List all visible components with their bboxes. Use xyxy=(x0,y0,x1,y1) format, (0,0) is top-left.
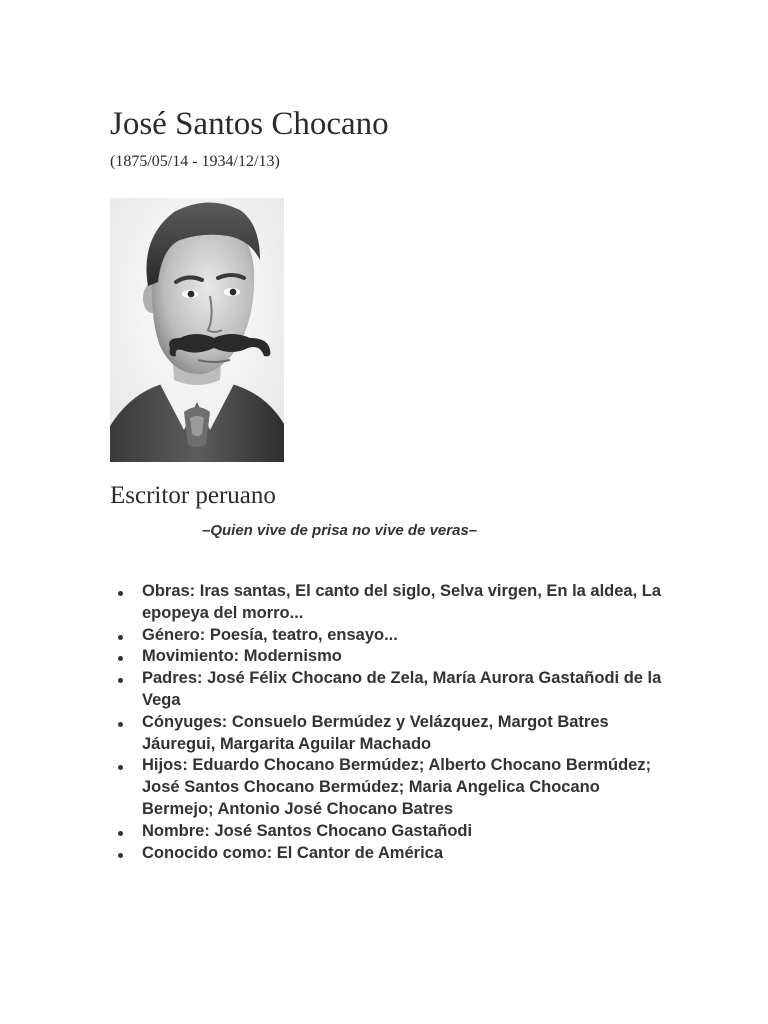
bullet-icon xyxy=(118,635,123,640)
list-item xyxy=(110,843,670,865)
list-item xyxy=(110,668,670,712)
list-item-text: Movimiento: Modernismo xyxy=(142,647,342,666)
facts-list xyxy=(110,581,670,864)
quote: –Quien vive de prisa no vive de veras– xyxy=(202,522,478,539)
bullet-icon xyxy=(118,591,123,596)
bullet-icon xyxy=(118,678,123,683)
list-item xyxy=(110,646,670,668)
list-item xyxy=(110,625,670,647)
bullet-icon xyxy=(118,722,123,727)
list-item xyxy=(110,581,670,625)
list-item-text: Hijos: Eduardo Chocano Bermúdez; Alberto Chocano Bermúdez; José Santos Chocano Bermúdez; Maria Angelica Chocano Bermejo; Antonio José Chocano Batres xyxy=(142,756,652,818)
list-item xyxy=(110,755,670,820)
list-item xyxy=(110,712,670,756)
list-item xyxy=(110,821,670,843)
list-item-text: Género: Poesía, teatro, ensayo... xyxy=(142,625,398,644)
bullet-icon xyxy=(118,853,123,858)
subtitle: Escritor peruano xyxy=(110,482,276,509)
list-item-text: Obras: Iras santas, El canto del siglo, Selva virgen, En la aldea, La epopeya del morro... xyxy=(142,582,662,622)
portrait-image xyxy=(110,198,284,462)
list-item-text: Conocido como: El Cantor de América xyxy=(142,843,444,862)
bullet-icon xyxy=(118,831,123,836)
list-item-text: Cónyuges: Consuelo Bermúdez y Velázquez, Margot Batres Jáuregui, Margarita Aguilar Machado xyxy=(142,712,609,753)
page-title: José Santos Chocano xyxy=(110,106,389,142)
bullet-icon xyxy=(118,656,123,661)
list-item-text: Padres: José Félix Chocano de Zela, María Aurora Gastañodi de la Vega xyxy=(142,669,662,709)
bullet-icon xyxy=(118,765,123,770)
life-dates: (1875/05/14 - 1934/12/13) xyxy=(110,153,280,170)
list-item-text: Nombre: José Santos Chocano Gastañodi xyxy=(142,821,473,840)
